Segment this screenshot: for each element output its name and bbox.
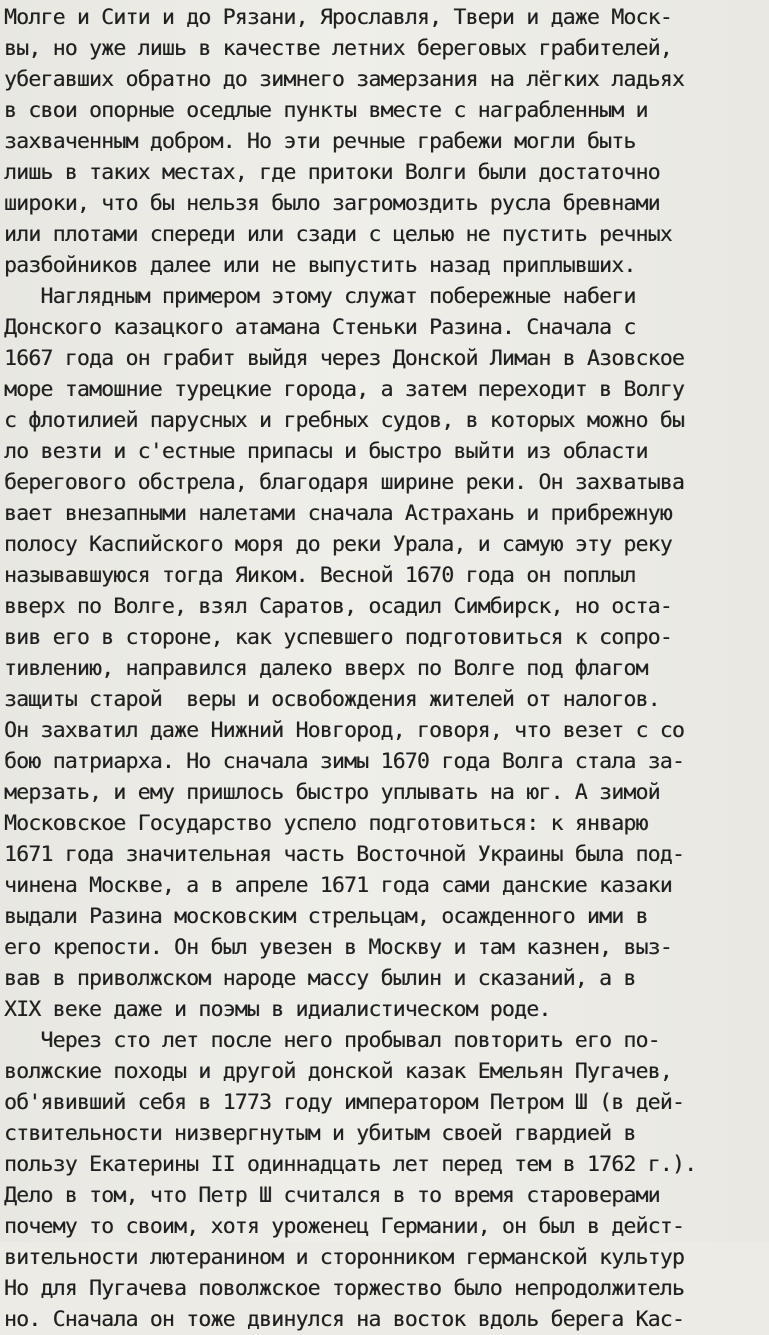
text-line: его крепости. Он был увезен в Москву и там казнен, выз- — [4, 935, 672, 960]
text-line: об'явивший себя в 1773 году императором Петром Ш (в дей- — [4, 1090, 685, 1115]
text-line: защиты старой веры и освобождения жителей от налогов. — [4, 687, 660, 712]
text-line: вав в приволжском народе массу былин и сказаний, а в — [4, 966, 636, 991]
text-line: ствительности низвергнутым и убитым своей гвардией в — [4, 1121, 636, 1146]
text-line: но. Сначала он тоже двинулся на восток вдоль берега Кас- — [4, 1307, 685, 1332]
text-line: почему то своим, хотя уроженец Германии, он был в дейст- — [4, 1214, 685, 1239]
paragraph-start-line: Через сто лет после него пробывал повторить его по- — [4, 1028, 660, 1053]
text-line: вает внезапными налетами сначала Астрахань и прибрежную — [4, 501, 672, 526]
text-line: Он захватил даже Нижний Новгород, говоря, что везет с со — [4, 718, 685, 743]
text-line: вверх по Волге, взял Саратов, осадил Симбирск, но оста- — [4, 594, 672, 619]
text-line: вы, но уже лишь в качестве летних береговых грабителей, — [4, 36, 672, 61]
text-line: полосу Каспийского моря до реки Урала, и самую эту реку — [4, 532, 672, 557]
text-line: лишь в таких местах, где притоки Волги были достаточно — [4, 160, 660, 185]
text-line: или плотами спереди или сзади с целью не пустить речных — [4, 222, 672, 247]
text-line: чинена Москве, а в апреле 1671 года сами данские казаки — [4, 873, 672, 898]
text-line: тивлению, направился далеко вверх по Волге под флагом — [4, 656, 648, 681]
text-line: Молге и Сити и до Рязани, Ярославля, Твери и даже Моск- — [4, 5, 672, 30]
text-line: Но для Пугачева поволжское торжество было непродолжитель — [4, 1276, 685, 1301]
text-line: 1671 года значительная часть Восточной Украины была под- — [4, 842, 685, 867]
text-line: пользу Екатерины II одиннадцать лет перед тем в 1762 г.). — [4, 1152, 697, 1177]
text-line: море тамошние турецкие города, а затем переходит в Волгу — [4, 377, 685, 402]
text-line: Дело в том, что Петр Ш считался в то время староверами — [4, 1183, 660, 1208]
text-line: вив его в стороне, как успевшего подготовиться к сопро- — [4, 625, 672, 650]
text-line: мерзать, и ему пришлось быстро уплывать на юг. А зимой — [4, 780, 660, 805]
text-line: Московское Государство успело подготовиться: к январю — [4, 811, 648, 836]
text-line: вительности лютеранином и сторонником германской культур — [4, 1245, 685, 1270]
text-line: Донского казацкого атамана Стеньки Разина. Сначала с — [4, 315, 636, 340]
text-line: выдали Разина московским стрельцам, осажденного ими в — [4, 904, 648, 929]
text-line: захваченным добром. Но эти речные грабежи могли быть — [4, 129, 636, 154]
text-line: ло везти и с'естные припасы и быстро выйти из области — [4, 439, 648, 464]
text-line: 1667 года он грабит выйдя через Донской Лиман в Азовское — [4, 346, 685, 371]
text-line: волжские походы и другой донской казак Емельян Пугачев, — [4, 1059, 672, 1084]
text-line: бою патриарха. Но сначала зимы 1670 года Волга стала за- — [4, 749, 685, 774]
text-line: называвшуюся тогда Яиком. Весной 1670 года он поплыл — [4, 563, 636, 588]
text-line: XIX веке даже и поэмы в идиалистическом роде. — [4, 997, 551, 1022]
text-line: с флотилией парусных и гребных судов, в которых можно бы — [4, 408, 685, 433]
text-line: убегавших обратно до зимнего замерзания на лёгких ладьях — [4, 67, 685, 92]
paragraph-start-line: Наглядным примером этому служат побережные набеги — [4, 284, 636, 309]
text-line: разбойников далее или не выпустить назад приплывших. — [4, 253, 636, 278]
text-line: берегового обстрела, благодаря ширине реки. Он захватыва — [4, 470, 685, 495]
page-text — [4, 2, 769, 1335]
text-line: широки, что бы нельзя было загромоздить русла бревнами — [4, 191, 660, 216]
text-line: в свои опорные оседлые пункты вместе с награбленным и — [4, 98, 648, 123]
